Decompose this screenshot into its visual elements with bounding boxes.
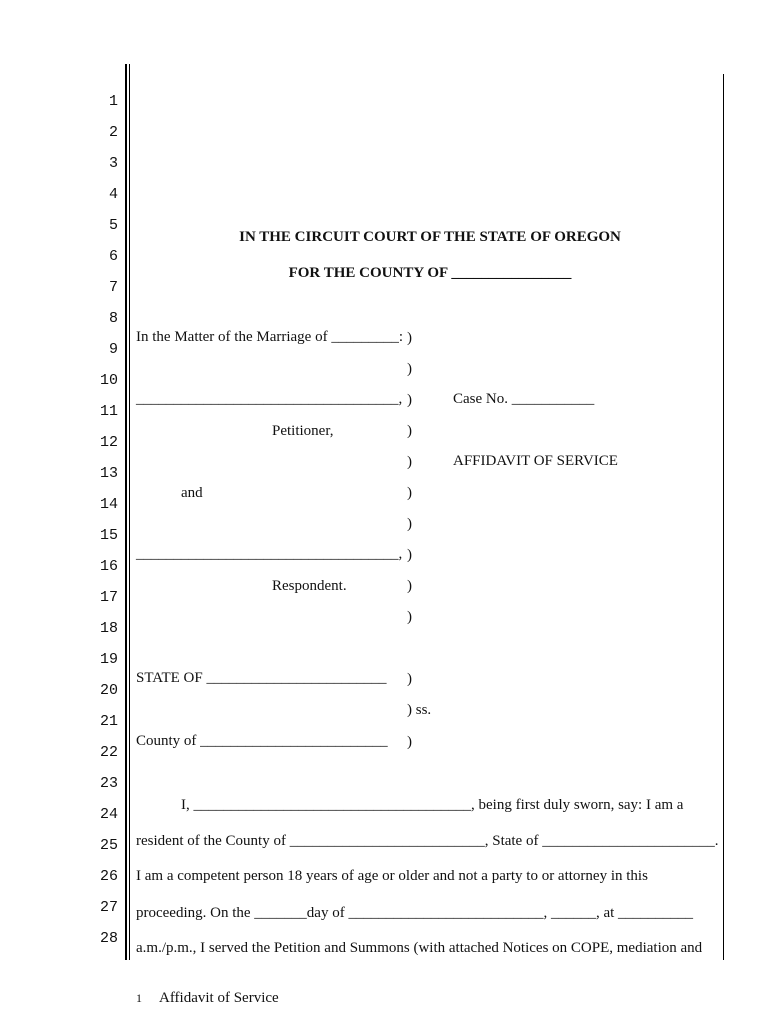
- line-number: 22: [99, 744, 118, 761]
- line-number: 20: [99, 682, 118, 699]
- line-number: 13: [99, 465, 118, 482]
- line-number: 4: [108, 186, 118, 203]
- venue-paren: ): [407, 734, 412, 750]
- caption-paren: ): [407, 423, 412, 439]
- footer-title: Affidavit of Service: [159, 990, 279, 1006]
- line-number: 8: [108, 310, 118, 327]
- body-line: resident of the County of __________________________, State of _______________________.: [136, 833, 719, 849]
- caption-paren: ): [407, 547, 412, 563]
- line-number: 26: [99, 868, 118, 885]
- line-number: 1: [108, 93, 118, 110]
- right-margin-rule: [723, 74, 724, 960]
- caption-paren: ): [407, 361, 412, 377]
- body-line: I am a competent person 18 years of age or older and not a party to or attorney in this: [136, 868, 648, 884]
- venue-ss: ) ss.: [407, 702, 432, 718]
- caption-paren: ): [407, 454, 412, 470]
- line-number: 11: [99, 403, 118, 420]
- caption-paren: ): [407, 330, 412, 346]
- body-line: proceeding. On the _______day of __________________________, ______, at __________: [136, 905, 694, 921]
- venue-county: County of _________________________: [136, 733, 388, 749]
- matter-line: In the Matter of the Marriage of _________:: [136, 329, 404, 345]
- line-number: 28: [99, 930, 118, 947]
- respondent-blank: ___________________________________,: [136, 546, 403, 562]
- petitioner-label: Petitioner,: [272, 423, 334, 439]
- line-number: 19: [99, 651, 118, 668]
- line-number: 10: [99, 372, 118, 389]
- line-number: 24: [99, 806, 118, 823]
- caption-paren: ): [407, 485, 412, 501]
- county-heading: FOR THE COUNTY OF ________________: [288, 265, 572, 281]
- line-number: 18: [99, 620, 118, 637]
- line-number: 16: [99, 558, 118, 575]
- venue-paren: ): [407, 671, 412, 687]
- line-number: 9: [108, 341, 118, 358]
- petitioner-blank: ___________________________________,: [136, 391, 403, 407]
- line-number: 6: [108, 248, 118, 265]
- case-number: Case No. ___________: [453, 391, 595, 407]
- caption-paren: ): [407, 609, 412, 625]
- and-label: and: [181, 485, 203, 501]
- line-number: 12: [99, 434, 118, 451]
- line-number: 25: [99, 837, 118, 854]
- line-number: 17: [99, 589, 118, 606]
- body-line: I, _____________________________________, being first duly sworn, say: I am a: [181, 797, 684, 813]
- venue-state: STATE OF ________________________: [136, 670, 387, 686]
- footer-page-number: 1: [136, 991, 142, 1005]
- body-line: a.m./p.m., I served the Petition and Summons (with attached Notices on COPE, mediation and: [136, 940, 703, 956]
- line-number: 21: [99, 713, 118, 730]
- left-margin-rule-inner: [129, 64, 130, 960]
- document-title: AFFIDAVIT OF SERVICE: [453, 453, 618, 469]
- caption-paren: ): [407, 578, 412, 594]
- line-number: 7: [108, 279, 118, 296]
- line-number: 5: [108, 217, 118, 234]
- line-number: 14: [99, 496, 118, 513]
- left-margin-rule: [125, 64, 127, 960]
- caption-paren: ): [407, 516, 412, 532]
- line-number: 3: [108, 155, 118, 172]
- respondent-label: Respondent.: [272, 578, 347, 594]
- line-number: 27: [99, 899, 118, 916]
- line-number: 23: [99, 775, 118, 792]
- caption-paren: ): [407, 392, 412, 408]
- court-title: IN THE CIRCUIT COURT OF THE STATE OF OREGON: [239, 229, 621, 245]
- line-number: 15: [99, 527, 118, 544]
- line-number: 2: [108, 124, 118, 141]
